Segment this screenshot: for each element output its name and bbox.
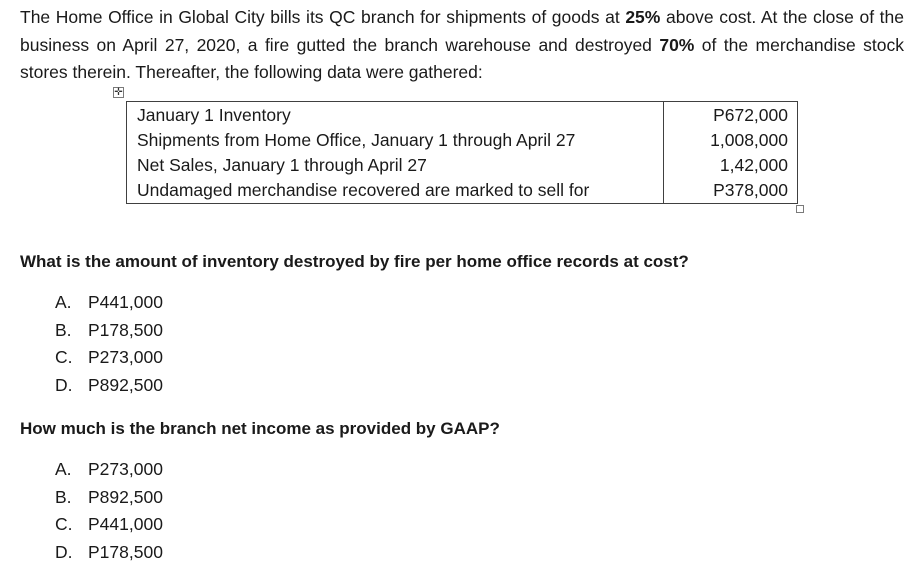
option-item: [55, 456, 163, 484]
intro-part-3: of the merchandise stock stores therein. Thereafter, the following data were gathered:: [20, 34, 905, 82]
option-letter: A.: [55, 459, 72, 479]
option-text: P178,500: [88, 541, 163, 562]
table-row: [127, 102, 798, 204]
option-letter: C.: [55, 347, 73, 367]
markup-percent: 25%: [625, 7, 661, 27]
question-2-options: [55, 456, 163, 566]
option-item: [55, 511, 163, 539]
option-text: P178,500: [88, 319, 163, 340]
row-label: January 1 Inventory: [137, 105, 291, 125]
problem-statement: [20, 4, 904, 87]
option-text: P441,000: [88, 514, 163, 534]
table-resize-handle[interactable]: [796, 205, 804, 213]
question-1: What is the amount of inventory destroyed by fire per home office records at cost?: [20, 252, 689, 271]
option-text: P892,500: [88, 486, 163, 507]
option-item: [55, 372, 163, 400]
option-item: [55, 289, 163, 317]
option-text: P273,000: [88, 459, 163, 479]
option-letter: D.: [55, 374, 73, 395]
option-text: P273,000: [88, 347, 163, 367]
option-item: [55, 317, 163, 345]
row-amount: P378,000: [713, 180, 788, 200]
row-label: Undamaged merchandise recovered are marked to sell for: [137, 180, 590, 200]
option-text: P892,500: [88, 374, 163, 395]
option-letter: A.: [55, 292, 72, 312]
option-letter: B.: [55, 486, 72, 507]
move-cross-icon[interactable]: ✛: [114, 87, 123, 98]
row-amount: P672,000: [713, 105, 788, 125]
option-text: P441,000: [88, 292, 163, 312]
intro-part-1: The Home Office in Global City bills its QC branch for shipments of goods at: [20, 7, 626, 27]
question-2: How much is the branch net income as provided by GAAP?: [20, 419, 500, 438]
option-letter: C.: [55, 514, 73, 534]
option-item: [55, 539, 163, 567]
option-letter: D.: [55, 541, 73, 562]
question-1-options: [55, 289, 163, 399]
option-item: [55, 484, 163, 512]
row-amount: 1,008,000: [710, 130, 788, 150]
intro-part-2: above cost. At the close of the business on April 27, 2020, a fire gutted the branch warehouse and destroyed: [20, 7, 905, 55]
labels-cell: [127, 102, 664, 204]
option-item: [55, 344, 163, 372]
destroyed-percent: 70%: [659, 34, 695, 55]
row-label: Shipments from Home Office, January 1 through April 27: [137, 130, 576, 150]
option-letter: B.: [55, 319, 72, 340]
row-label: Net Sales, January 1 through April 27: [137, 155, 427, 175]
row-amount: 1,42,000: [719, 155, 788, 175]
amounts-cell: [664, 102, 798, 204]
data-table: [126, 101, 798, 204]
